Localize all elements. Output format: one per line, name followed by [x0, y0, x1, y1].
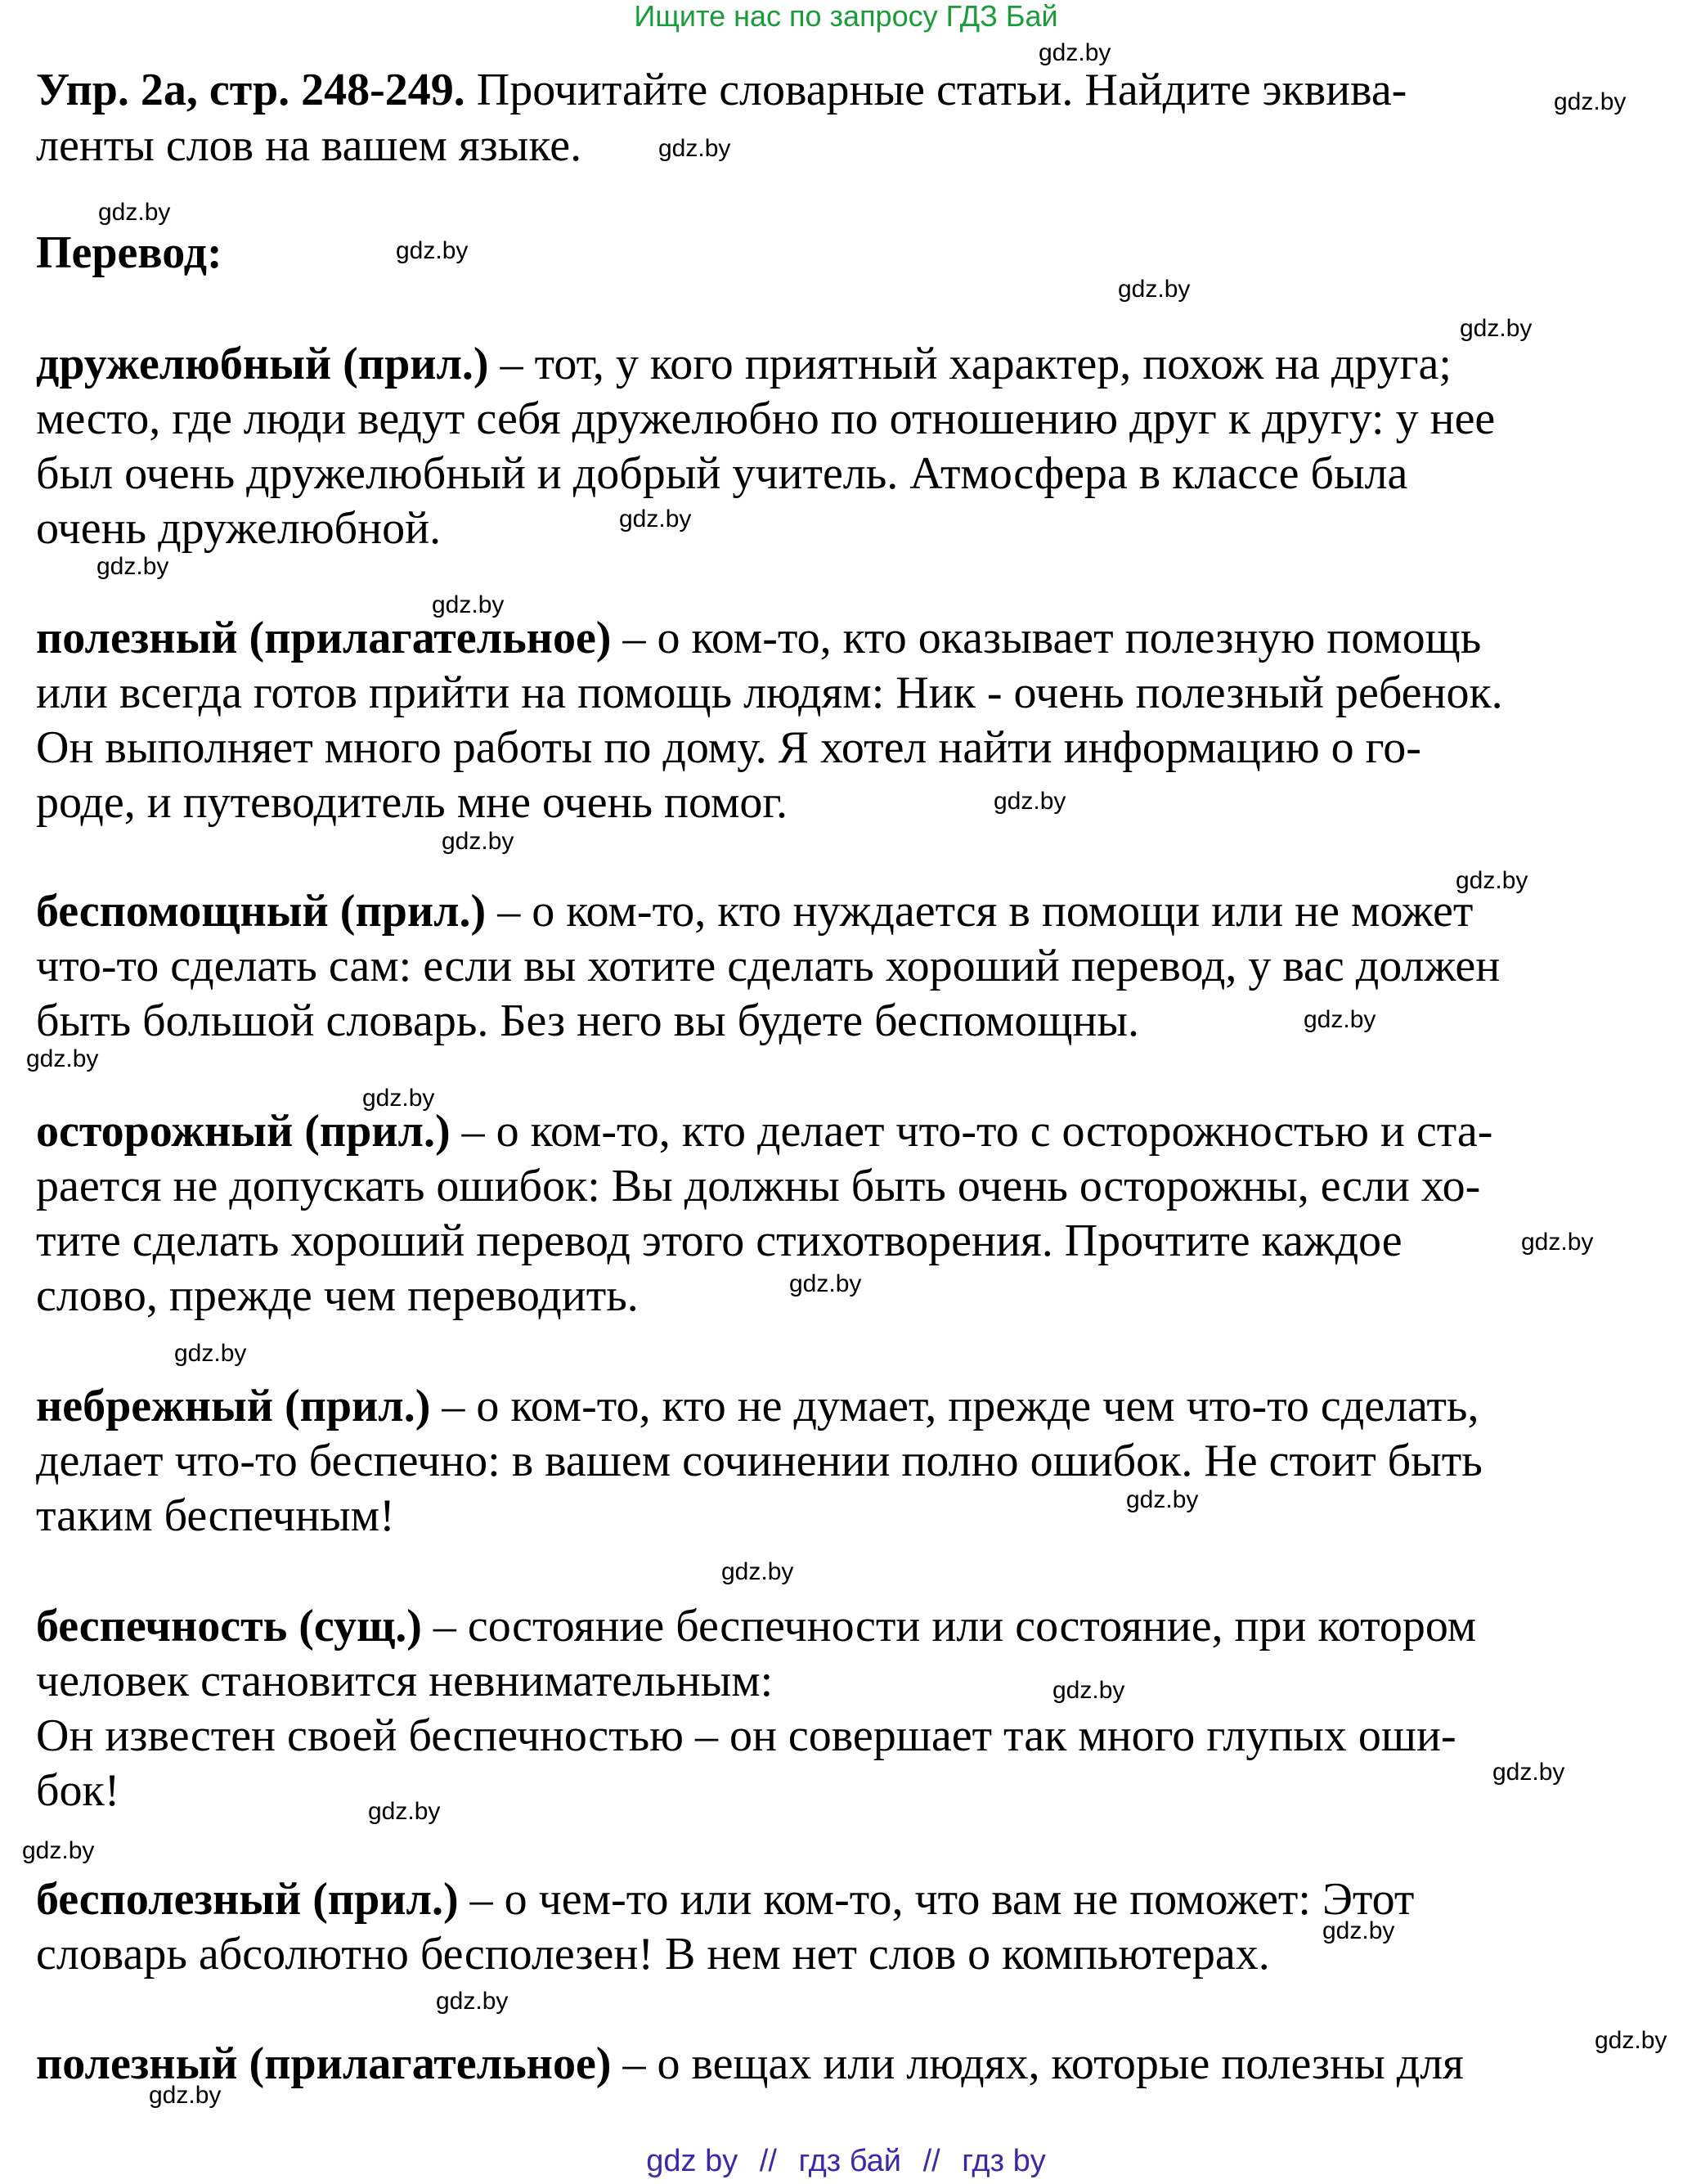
watermark: gdz.by	[1118, 276, 1191, 303]
watermark: gdz.by	[619, 506, 692, 533]
entry-line: слово, прежде чем переводить.	[36, 1270, 639, 1321]
exercise-heading	[36, 62, 1573, 173]
entry-first-line	[36, 1104, 1573, 1159]
footer-links	[0, 2143, 1692, 2179]
footer-text-1: gdz by	[646, 2144, 738, 2178]
entry-first-line	[36, 337, 1573, 392]
entry-first-line	[36, 884, 1573, 939]
entry-term: беспомощный (прил.)	[36, 886, 487, 937]
exercise-label: Упр. 2а, стр. 248-249.	[36, 65, 465, 115]
entry-first-line	[36, 2037, 1573, 2092]
entry-definition: – о чем-то или ком-то, что вам не поможет: Этот	[458, 1874, 1415, 1925]
watermark: gdz.by	[362, 1085, 435, 1112]
entry-line: Он выполняет много работы по дому. Я хотел найти информацию о го-	[36, 722, 1421, 773]
watermark: gdz.by	[432, 591, 505, 618]
entry-first-line	[36, 1599, 1573, 1654]
watermark: gdz.by	[1039, 39, 1111, 66]
watermark: gdz.by	[1521, 1229, 1594, 1256]
top-banner: Ищите нас по запросу ГДЗ Бай	[634, 0, 1058, 33]
footer-separator: //	[759, 2144, 777, 2178]
watermark: gdz.by	[1554, 88, 1627, 115]
dictionary-entry	[36, 1599, 1573, 1818]
entry-first-line	[36, 1379, 1573, 1434]
entry-line: место, где люди ведут себя дружелюбно по отношению друг к другу: у нее	[36, 393, 1496, 444]
entry-line: был очень дружелюбный и добрый учитель. Атмосфера в классе была	[36, 448, 1408, 499]
entry-line: роде, и путеводитель мне очень помог.	[36, 777, 788, 828]
translation-title: Перевод:	[36, 227, 222, 278]
entry-line: быть большой словарь. Без него вы будете беспомощны.	[36, 995, 1140, 1046]
entry-line: Он известен своей беспечностью – он совершает так много глупых оши-	[36, 1710, 1456, 1761]
entry-definition: – о ком-то, кто нуждается в помощи или не может	[486, 886, 1474, 937]
watermark: gdz.by	[1456, 867, 1528, 894]
dictionary-entry	[36, 337, 1573, 556]
watermark: gdz.by	[26, 1045, 99, 1072]
watermark: gdz.by	[149, 2082, 222, 2109]
watermark: gdz.by	[1322, 1917, 1395, 1944]
watermark: gdz.by	[1304, 1006, 1376, 1033]
entry-term: полезный (прилагательное)	[36, 613, 612, 663]
watermark: gdz.by	[1052, 1677, 1125, 1704]
entry-line: человек становится невнимательным:	[36, 1656, 774, 1706]
entry-line: делает что-то беспечно: в вашем сочинении полно ошибок. Не стоит быть	[36, 1436, 1483, 1486]
entry-term: бесполезный (прил.)	[36, 1874, 459, 1925]
footer-separator: //	[922, 2144, 940, 2178]
watermark: gdz.by	[436, 1988, 509, 2015]
watermark: gdz.by	[789, 1270, 862, 1297]
entry-line: словарь абсолютно бесполезен! В нем нет слов о компьютерах.	[36, 1929, 1270, 1980]
watermark: gdz.by	[1126, 1486, 1199, 1513]
watermark: gdz.by	[174, 1340, 247, 1367]
watermark: gdz.by	[396, 237, 469, 264]
entry-first-line	[36, 611, 1573, 666]
entry-definition: – о ком-то, кто не думает, прежде чем что-то сделать,	[430, 1381, 1479, 1431]
instruction-text-2: ленты слов на вашем языке.	[36, 120, 582, 171]
watermark: gdz.by	[368, 1798, 441, 1825]
dictionary-entry	[36, 611, 1573, 830]
watermark: gdz.by	[1460, 315, 1533, 342]
entry-definition: – состояние беспечности или состояние, при котором	[421, 1601, 1477, 1651]
entry-line: или всегда готов прийти на помощь людям: Ник - очень полезный ребенок.	[36, 667, 1503, 718]
entry-line: бок!	[36, 1765, 120, 1816]
dictionary-entry	[36, 2037, 1573, 2092]
footer-text-2: гдз бай	[798, 2144, 902, 2178]
watermark: gdz.by	[22, 1837, 95, 1864]
entry-term: небрежный (прил.)	[36, 1381, 431, 1431]
watermark: gdz.by	[658, 135, 731, 162]
watermark: gdz.by	[442, 828, 514, 855]
entry-term: дружелюбный (прил.)	[36, 339, 489, 389]
watermark: gdz.by	[1595, 2027, 1667, 2054]
entry-line: рается не допускать ошибок: Вы должны быть очень осторожны, если хо-	[36, 1161, 1481, 1211]
footer-text-3: гдз by	[962, 2144, 1046, 2178]
entry-definition: – о вещах или людях, которые полезны для	[611, 2038, 1464, 2089]
instruction-text-1: Прочитайте словарные статьи. Найдите эквива-	[465, 65, 1407, 115]
entry-line: очень дружелюбной.	[36, 503, 442, 554]
entry-definition: – о ком-то, кто оказывает полезную помощь	[611, 613, 1482, 663]
entry-definition: – о ком-то, кто делает что-то с осторожностью и ста-	[450, 1106, 1493, 1157]
watermark: gdz.by	[721, 1558, 794, 1585]
entry-definition: – тот, у кого приятный характер, похож на друга;	[488, 339, 1452, 389]
heading-line-2	[36, 118, 1573, 173]
entry-line: что-то сделать сам: если вы хотите сделать хороший перевод, у вас должен	[36, 941, 1501, 991]
entry-line: таким беспечным!	[36, 1490, 395, 1541]
entry-term: беспечность (сущ.)	[36, 1601, 422, 1651]
entry-term: полезный (прилагательное)	[36, 2038, 612, 2089]
heading-line-1	[36, 62, 1573, 118]
watermark: gdz.by	[1492, 1759, 1565, 1786]
watermark: gdz.by	[98, 199, 171, 226]
watermark: gdz.by	[994, 788, 1066, 815]
entry-line: тите сделать хороший перевод этого стихотворения. Прочтите каждое	[36, 1216, 1403, 1266]
entry-term: осторожный (прил.)	[36, 1106, 451, 1157]
dictionary-entry	[36, 1379, 1573, 1544]
watermark: gdz.by	[96, 553, 169, 580]
